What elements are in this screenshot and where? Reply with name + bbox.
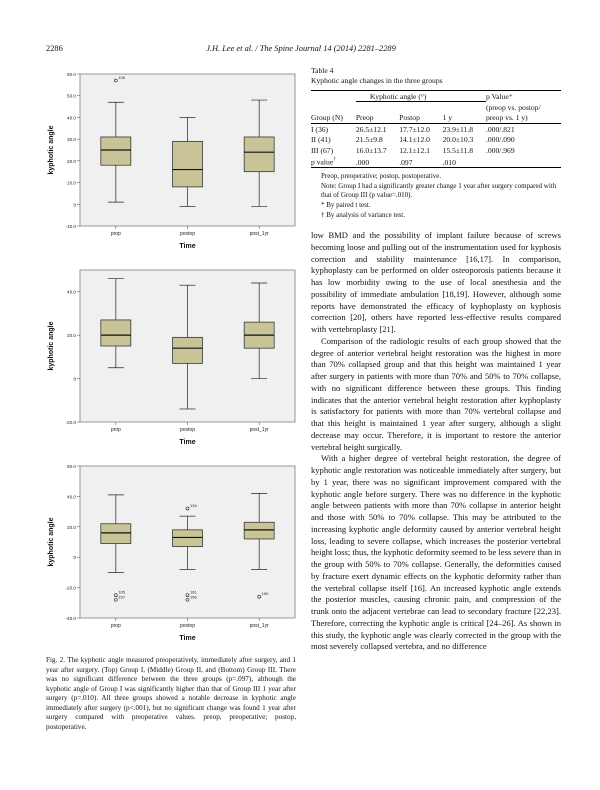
boxplot-group-2 xyxy=(40,262,300,452)
box xyxy=(173,530,203,547)
table-cell: .097 xyxy=(399,157,413,167)
table-blank-sub4 xyxy=(443,102,486,112)
outlier-label: 105 xyxy=(118,589,126,595)
y-axis-label: kyphotic angle xyxy=(48,321,55,371)
table-note: Preop, preoperative; postop, postoperative. xyxy=(321,172,442,181)
figure-2 xyxy=(40,66,300,654)
table-cell: I (36) xyxy=(311,124,329,134)
table-cell: II (41) xyxy=(311,135,331,145)
paragraph: Comparison of the radiologic results of each group showed that the degree of anterior vertebral height restoration was the highest in more than 70% collapsed group and that this height was maintained 1 year after surgery in patients with more than 70% and 50% to 70% collapse, with no significant difference between these groups. This finding indicates that the anterior vertebral height restoration after kyphoplasty is satisfactory for patients with more than 70% vertebral collapse and that this height is maintained 1 year after surgery, although a slight decrease may occur. Therefore, it is important to restore the anterior vertebral height surgically. xyxy=(311,335,561,452)
table-pvalue-head-text: p Value xyxy=(485,92,509,102)
y-axis-label: kyphotic angle xyxy=(48,517,55,567)
table-group-head: Kyphotic angle (°) xyxy=(356,90,486,101)
outlier-label: 161 xyxy=(190,589,197,595)
table-blank-sub xyxy=(311,102,356,112)
table-pvalue-sub2: preop vs. 1 y) xyxy=(485,113,528,123)
y-tick-label: -20.0 xyxy=(65,585,76,591)
table-cell: 14.1±12.0 xyxy=(399,135,430,145)
table-note: Note: Group I had a significantly greater change 1 year after surgery compared with that of Group III (p value=.010). xyxy=(321,181,557,200)
x-tick-label: prop xyxy=(110,231,121,237)
table-cell xyxy=(486,155,561,168)
table-row xyxy=(311,145,561,155)
table-pvalue-sub1: (preop vs. postop/ xyxy=(485,102,541,112)
table-cell: 23.9±11.8 xyxy=(442,124,474,134)
table-col-postop: Postop xyxy=(399,113,420,123)
table-cell: 20.0±10.3 xyxy=(442,135,474,145)
outlier-label: 134 xyxy=(190,503,197,509)
y-tick-label: 60.0 xyxy=(67,72,76,77)
body-text xyxy=(311,230,561,653)
table-4-grid xyxy=(311,90,561,168)
table-blank-sub2 xyxy=(356,102,399,112)
table-cell: 16.0±13.7 xyxy=(355,145,387,155)
table-pvalue-row-label: p value xyxy=(311,157,334,167)
x-tick-label: prop xyxy=(110,427,121,433)
table-cell: .000/.090 xyxy=(485,135,515,145)
y-tick-label: 40.0 xyxy=(67,494,76,500)
table-cell: 12.1±12.1 xyxy=(399,145,430,155)
outlier-label: 156 xyxy=(190,594,197,600)
boxplot-group-3-svg xyxy=(40,458,300,648)
table-4 xyxy=(311,66,561,220)
table-note: † By analysis of variance test. xyxy=(321,210,405,219)
table-title: Kyphotic angle changes in the three groups xyxy=(311,75,443,85)
table-blank-sub3 xyxy=(399,102,442,112)
table-notes xyxy=(311,172,561,220)
x-tick-label: postop xyxy=(179,231,196,237)
paragraph: low BMD and the possibility of implant failure because of screws becoming loose and pulling out of the instrumentation used for kyphosis correction and stability maintenance [16,17]. In comparison, kyphoplasty can be performed on older osteoporosis patients because it has low morbidity owing to the use of local anesthesia and the possibility of immediate ambulation [18,19]. However, although some reports have demonstrated the efficacy of kyphoplasty on kyphosis correction [20], others have reported less-effective results compared with vertebroplasty [21]. xyxy=(311,230,561,334)
box xyxy=(101,320,131,346)
table-col-1y: 1 y xyxy=(442,113,453,123)
x-axis-label: Time xyxy=(179,635,196,642)
x-tick-label: prop xyxy=(110,623,121,629)
boxplot-group-1-svg xyxy=(40,66,300,256)
box xyxy=(244,522,274,539)
table-row xyxy=(311,123,561,134)
y-tick-label: 0 xyxy=(73,202,76,208)
table-cell: .000 xyxy=(355,157,370,167)
y-tick-label: 50.0 xyxy=(67,93,76,99)
boxplot-group-3 xyxy=(40,458,300,648)
x-tick-label: postop xyxy=(179,623,196,629)
table-row xyxy=(311,155,561,168)
x-tick-label: post_1yr xyxy=(249,623,269,629)
y-tick-label: 20.0 xyxy=(67,158,76,164)
table-note: * By paired t test. xyxy=(321,201,371,210)
table-number: Table 4 xyxy=(311,66,334,75)
x-axis-label: Time xyxy=(179,439,196,446)
table-pvalue-row-mark: † xyxy=(333,156,337,164)
table-cell: 17.7±12.0 xyxy=(399,124,430,134)
outlier-label: 106 xyxy=(118,75,126,81)
table-cell: .000/.821 xyxy=(485,124,515,134)
y-tick-label: -20.0 xyxy=(65,420,76,425)
boxplot-group-2-svg xyxy=(40,262,300,452)
outlier-label: 159 xyxy=(261,591,269,597)
outlier-label: 157 xyxy=(118,594,126,600)
y-tick-label: 20.0 xyxy=(67,333,76,339)
y-tick-label: 20.0 xyxy=(67,524,76,530)
table-cell: III (67) xyxy=(311,145,334,155)
table-col-group: Group (N) xyxy=(311,113,343,123)
paragraph: With a higher degree of vertebral height restoration, the degree of kyphotic angle restoration was noticeable immediately after surgery, but by 1 year, there was no significant improvement compared with the kyphotic angle before surgery. There was no difference in the kyphotic angle between patients with more than 70% collapse in anterior height and those with 50% to 70% collapse. This may be attributed to the increasing kyphotic angle deformity caused by anterior vertebral height loss, leading to severe collapse, which increases the posterior vertebral height loss; thus, the kyphotic deformity seemed to be less severe than in the group with 50% to 70% collapse. Generally, the deformities caused by fracture exert dynamic effects on the kyphotic deformity rather than the vertebral collapse itself [16]. An increased kyphotic angle extends the posterior muscles, causing chronic pain, and compression of the trunk onto the adjacent vertebrae can lead to secondary fracture [22,23]. Therefore, correcting the kyphotic angle is critical [24–26]. As shown in this study, the kyphotic angle was clearly corrected in the group with the most severely collapsed vertebra, and no difference xyxy=(311,453,561,652)
table-blank-head xyxy=(311,90,356,101)
y-axis-label: kyphotic angle xyxy=(48,125,55,175)
box xyxy=(101,137,131,165)
figure-caption: Fig. 2. The kyphotic angle measured preoperatively, immediately after surgery, and 1 year after surgery. (Top) Group I, (Middle) Group II, and (Bottom) Group III. There was no significant difference between the three groups (p=.097), although the kyphotic angle of Group I was significantly higher than that of Group III 1 year after surgery (p=.010). All three groups showed a notable decrease in kyphotic angle immediately after surgery (p<.001), but no significant change was found 1 year after surgery compared with preoperative values. preop, preoperative; postop, postoperative. xyxy=(46,656,296,731)
y-tick-label: 40.0 xyxy=(67,115,76,121)
table-cell: .010 xyxy=(442,157,456,167)
y-tick-label: 40.0 xyxy=(67,289,76,295)
page-number: 2286 xyxy=(46,44,63,53)
table-pvalue-head xyxy=(486,90,561,101)
table-pvalue-mark: * xyxy=(508,92,513,102)
table-cell: 15.5±11.8 xyxy=(442,145,474,155)
y-tick-label: -10.0 xyxy=(65,224,76,229)
y-tick-label: 30.0 xyxy=(67,137,76,143)
y-tick-label: -40.0 xyxy=(65,616,76,621)
table-row xyxy=(311,134,561,144)
box xyxy=(173,141,203,187)
table-cell: 26.5±12.1 xyxy=(355,124,387,134)
y-tick-label: 60.0 xyxy=(67,464,76,469)
box xyxy=(101,524,131,544)
x-tick-label: post_1yr xyxy=(249,427,269,433)
table-cell: 21.5±9.8 xyxy=(355,135,383,145)
x-axis-label: Time xyxy=(179,243,196,250)
table-cell: .000/.969 xyxy=(485,145,515,155)
y-tick-label: 10.0 xyxy=(67,180,76,186)
box xyxy=(244,137,274,172)
y-tick-label: 0 xyxy=(73,555,76,561)
box xyxy=(173,337,203,363)
x-tick-label: post_1yr xyxy=(249,231,269,237)
boxplot-group-1 xyxy=(40,66,300,256)
table-col-preop: Preop xyxy=(355,113,374,123)
x-tick-label: postop xyxy=(179,427,196,433)
journal-citation: J.H. Lee et al. / The Spine Journal 14 (2014) 2281–2289 xyxy=(206,44,396,53)
y-tick-label: 0 xyxy=(73,376,76,382)
table-cell xyxy=(311,155,356,168)
